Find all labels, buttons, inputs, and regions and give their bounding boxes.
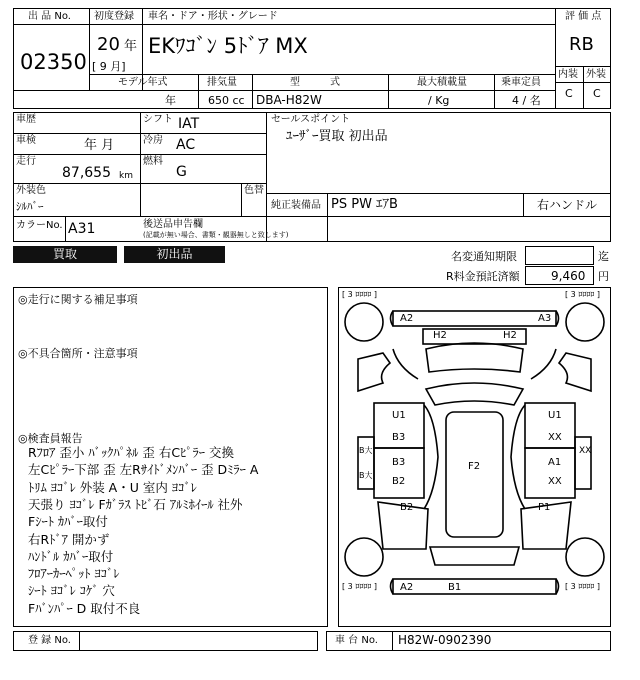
docs-label: 後送品申告欄	[143, 219, 203, 230]
name-change-unit: 迄	[598, 250, 609, 263]
mileage-label: 走行	[16, 156, 36, 167]
first-listing-bar: 初出品	[124, 246, 225, 263]
dmg-rr-quarter: P1	[538, 502, 551, 513]
inspector-line: ﾌﾛｱｰｶｰﾍﾟｯﾄ ﾖｺﾞﾚ	[28, 566, 120, 582]
dmg-hood-left: H2	[433, 330, 447, 341]
door-rear-right	[525, 448, 575, 498]
exterior-grade: C	[593, 87, 601, 100]
defects-title: ◎不具合箇所・注意事項	[18, 347, 138, 360]
fender-front-left	[358, 353, 390, 391]
exterior-label: 外装	[586, 69, 606, 80]
ext-color-value: ｼﾙﾊﾞｰ	[16, 200, 44, 213]
dmg-rf-door: U1	[548, 410, 562, 421]
dmg-roof: F2	[468, 461, 481, 472]
dmg-rear-center: B1	[448, 582, 462, 593]
equipment-label: 純正装備品	[271, 200, 321, 211]
wheel-front-right	[566, 303, 604, 341]
dmg-rr-door: A1	[548, 457, 562, 468]
car-name: EKﾜｺﾞﾝ 5ﾄﾞｱ MX	[148, 34, 308, 58]
wheel-rear-right	[566, 538, 604, 576]
displacement: 650 cc	[208, 94, 245, 107]
lot-number: 02350	[20, 50, 87, 74]
name-label: 車名・ドア・形状・グレード	[148, 11, 278, 22]
sill-left	[358, 437, 374, 489]
dmg-lr-quarter: B2	[400, 502, 414, 513]
chassis-no: H82W-0902390	[398, 633, 492, 647]
name-change-box	[525, 246, 594, 265]
model-year-label: モデル年式	[118, 77, 168, 88]
sales-point-value: ﾕｰｻﾞｰ買取 初出品	[286, 129, 388, 144]
score-value: RB	[569, 34, 594, 55]
score-label: 評 価 点	[565, 11, 602, 22]
steering-value: 右ハンドル	[537, 198, 598, 212]
equipment-value: PS PW ｴｱB	[331, 197, 398, 212]
recycle-value: 9,460	[551, 269, 586, 283]
front-bumper	[393, 311, 556, 326]
inspector-line: Fﾊﾞﾝﾊﾟｰ D 取付不良	[28, 600, 141, 616]
first-reg-year: 20	[97, 34, 120, 55]
name-change-label: 名変通知期限	[451, 250, 517, 263]
model-year-unit: 年	[165, 94, 176, 107]
docs-note: (記載が無い場合、書類・観器無しと致します)	[143, 231, 289, 239]
tag-bottom-left: [ 3 ﾛﾛﾛﾛ ]	[342, 582, 377, 591]
displacement-label: 排気量	[207, 77, 237, 88]
supplement-title: ◎走行に関する補足事項	[18, 293, 138, 306]
dmg-lr-door: B3	[392, 457, 406, 468]
tag-bottom-right: [ 3 ﾛﾛﾛﾛ ]	[565, 582, 600, 591]
inspector-line: 左Cﾋﾟﾗｰ下部 歪 左Rｻｲﾄﾞﾒﾝﾊﾞｰ 歪 Dﾐﾗｰ A	[28, 462, 259, 478]
ac-label: 冷房	[143, 135, 163, 146]
sill-right	[575, 437, 591, 489]
rear-bumper	[393, 579, 556, 594]
inspector-line: 右Rﾄﾞｱ 開かず	[28, 531, 110, 547]
fuel-label: 燃料	[143, 156, 163, 167]
dmg-rear-left: A2	[400, 582, 414, 593]
lot-label: 出 品 No.	[28, 11, 71, 22]
shift-value: IAT	[178, 116, 200, 132]
fender-front-right	[559, 353, 591, 391]
dmg-front-right: A3	[538, 313, 552, 324]
year-unit: 年	[124, 39, 138, 54]
inspector-title: ◎検査員報告	[18, 432, 83, 445]
dmg-left-side: B大	[359, 446, 373, 455]
purchase-bar: 買取	[13, 246, 117, 263]
type-label: 型 式	[290, 77, 340, 88]
inspector-line: 天張り ﾖｺﾞﾚ Fｶﾞﾗｽ ﾄﾋﾞ石 ｱﾙﾐﾎｲｰﾙ 社外	[28, 496, 243, 512]
dmg-left-side-2: B大	[359, 471, 373, 480]
reg-label: 登 録 No.	[28, 635, 71, 646]
capacity-label: 乗車定員	[501, 77, 541, 88]
max-load: / Kg	[428, 94, 450, 107]
tag-top-right: [ 3 ﾛﾛﾛﾛ ]	[565, 290, 600, 299]
wheel-front-left	[345, 303, 383, 341]
dmg-lf-door-2: B3	[392, 432, 406, 443]
first-reg-label: 初度登録	[94, 11, 134, 22]
door-rear-left	[374, 448, 424, 498]
first-reg-month: [ 9 月]	[92, 60, 126, 73]
recycle-label: R料金預託済額	[446, 270, 520, 283]
ext-color-label: 外装色	[16, 185, 46, 196]
history-label: 車歴	[16, 114, 36, 125]
color-change-label: 色替	[244, 185, 264, 196]
dmg-rf-door-2: XX	[548, 432, 562, 443]
inspection-label: 車検	[16, 135, 36, 146]
rear-hatch	[430, 547, 519, 565]
color-no-value: A31	[68, 221, 96, 237]
tag-top-left: [ 3 ﾛﾛﾛﾛ ]	[342, 290, 377, 299]
hood	[426, 343, 523, 372]
shift-label: シフト	[143, 114, 173, 125]
recycle-unit: 円	[598, 270, 609, 283]
windshield	[426, 383, 523, 405]
ac-value: AC	[176, 137, 196, 153]
interior-label: 内装	[558, 69, 578, 80]
inspection-value: 年 月	[84, 138, 115, 153]
roof	[446, 412, 503, 537]
color-no-label: カラーNo.	[16, 220, 63, 231]
dmg-rr-door-2: XX	[548, 476, 562, 487]
inspector-line: Rﾌﾛｱ 歪小 ﾊﾞｯｸﾊﾟﾈﾙ 歪 右Cﾋﾟﾗｰ 交換	[28, 445, 235, 460]
inspector-line: ﾄﾘﾑ ﾖｺﾞﾚ 外装 A・U 室内 ﾖｺﾞﾚ	[28, 479, 197, 495]
type-value: DBA-H82W	[256, 93, 322, 107]
max-load-label: 最大積載量	[417, 77, 467, 88]
dmg-lf-door: U1	[392, 410, 406, 421]
dmg-lr-door-2: B2	[392, 476, 406, 487]
sales-point-label: セールスポイント	[271, 114, 351, 125]
car-diagram	[338, 287, 611, 627]
capacity: 4 / 名	[512, 94, 541, 107]
inspector-line: ﾊﾝﾄﾞﾙ ｶﾊﾞｰ取付	[28, 548, 114, 564]
mileage-value: 87,655	[62, 165, 111, 181]
dmg-right-side: XX	[579, 446, 592, 456]
interior-grade: C	[565, 87, 573, 100]
chassis-label: 車 台 No.	[335, 635, 378, 646]
dmg-hood-right: H2	[503, 330, 517, 341]
fuel-value: G	[176, 164, 187, 180]
mileage-unit: km	[119, 171, 133, 181]
inspector-line: Fｼｰﾄ ｶﾊﾞｰ取付	[28, 514, 108, 530]
inspector-line: ｼｰﾄ ﾖｺﾞﾚ ｺｹﾞ 穴	[28, 583, 115, 599]
wheel-rear-left	[345, 538, 383, 576]
dmg-front-left: A2	[400, 313, 414, 324]
